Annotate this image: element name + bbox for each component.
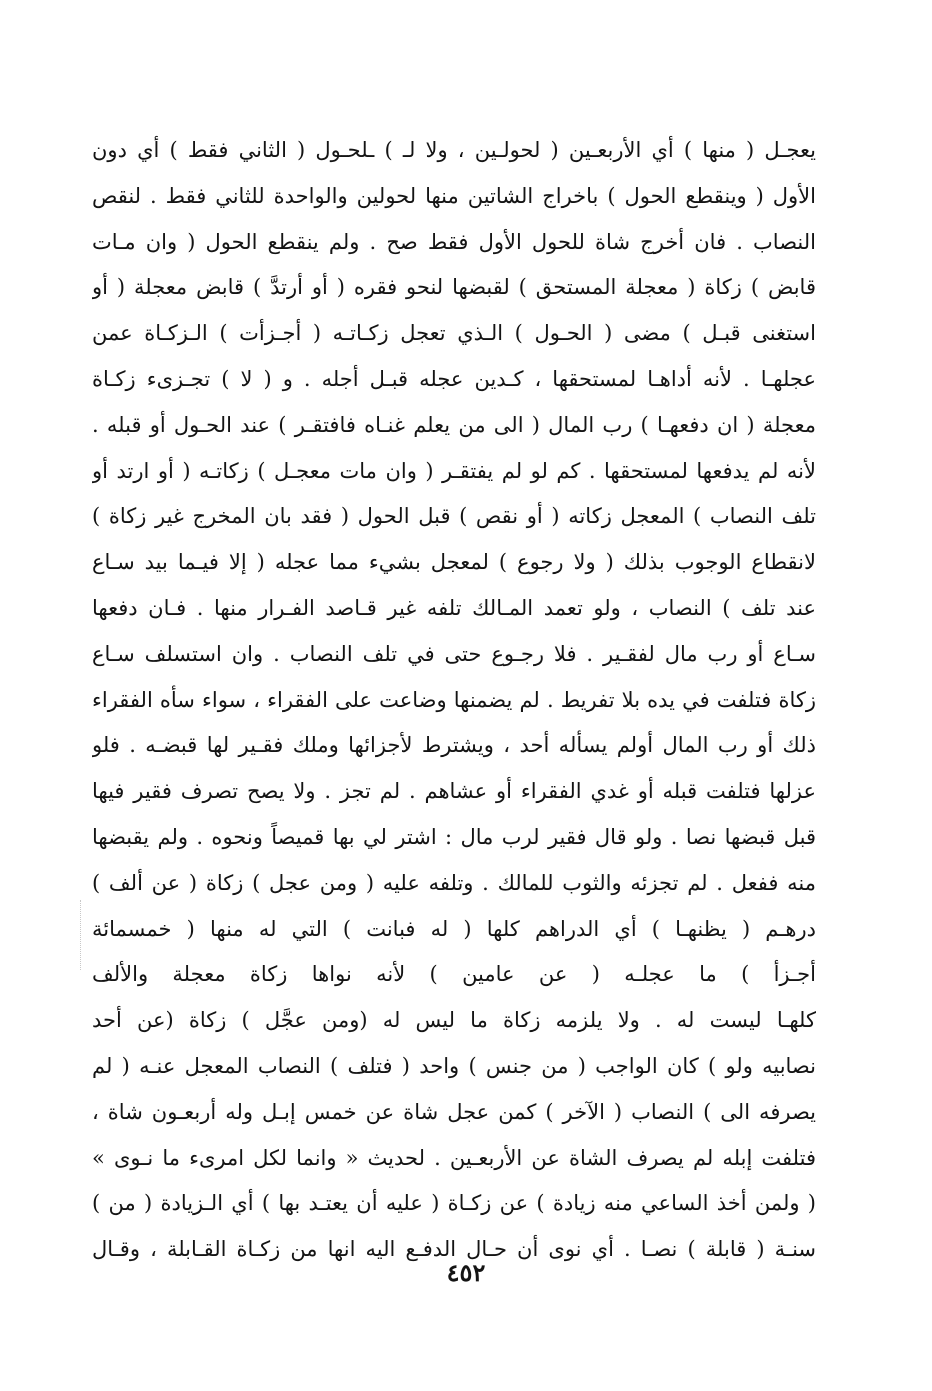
- text-line-16: قبل قبضها نصا . ولو قال فقير لرب مال : اشتر لي بها قميصاً ونحوه . ولم يقبضها: [92, 824, 816, 849]
- text-line-7: معجلة ( ان دفعهـا ) رب المال ( الى من يعلم غنـاه فافتقـر ) عند الحـول أو قبله .: [92, 412, 816, 437]
- text-line-2: الأول ( وينقطع الحول ) باخراج الشاتين منها لحولين والواحدة للثاني فقط . لنقص: [92, 183, 816, 208]
- text-line-12: سـاع أو رب مال لفقـير . فلا رجـوع حتى في تلف النصاب . وان استسلف سـاع: [92, 641, 816, 666]
- text-line-11: عند تلف ) النصاب ، ولو تعمد المـالك تلفه غير قـاصد الفـرار منها . فـان دفعها: [92, 595, 816, 620]
- text-line-21: نصابيه ولو ) كان الواجب ( من جنس ) واحد ( فتلف ) النصاب المعجل عنـه ( لم: [92, 1053, 816, 1078]
- text-line-3: النصاب . فان أخرج شاة للحول الأول فقط صح . ولم ينقطع الحول ( وان مـات: [92, 229, 816, 254]
- text-line-5: استغنى قبـل ) مضى ( الحـول ) الـذي تعجل زكـاتـه ( أجـزأت ) الـزكـاة عمن: [92, 321, 816, 346]
- text-line-1: يعجـل ( منها ) أي الأربعـين ( لحولـين ، ولا لـ ) ـلحـول ( الثاني فقط ) أي دون: [92, 138, 816, 162]
- text-line-9: تلف النصاب ) المعجل زكاته ( أو نقص ) قبل الحول ( فقد بان المخرج غير زكاة ): [92, 504, 816, 529]
- text-line-4: قابض ) زكاة ( معجلة المستحق ) لقبضها لنحو فقره ( أو أرتدَّ ) قابض معجلة ( أو: [92, 275, 816, 300]
- text-line-24: ( ولمن أخذ الساعي منه زيادة ) عن زكـاة ( عليه أن يعتـد بها ) أي الـزيادة ( من ): [92, 1191, 816, 1216]
- text-line-18: درهـم ( يظنهـا ) أي الدراهم كلها ( له فبانت ) التي له منها ( خمسمائة: [92, 916, 816, 941]
- text-line-19: أجـزأ ) ما عجلـه ( عن عامين ) لأنه نواها زكاة معجلة والألف: [92, 962, 816, 987]
- text-line-6: عجلهـا . لأنه أداهـا لمستحقها ، كـدين عجله قبـل أجله . و ( لا ) تجـزىء زكـاة: [92, 366, 816, 391]
- text-line-10: لانقطاع الوجوب بذلك ( ولا رجوع ) لمعجل بشيء مما عجله ( إلا فيـما بيد سـاع: [92, 550, 816, 575]
- text-line-22: يصرفه الى ) النصاب ( الآخر ) كمن عجل شاة عن خمس إبـل وله أربعـون شاة ،: [92, 1099, 816, 1124]
- margin-scan-mark: [80, 900, 83, 970]
- text-line-20: كلهـا ليست له . ولا يلزمه زكاة ما ليس له (ومن عجَّل ) زكاة (عن أحد: [92, 1008, 816, 1033]
- page-number: ٤٥٢: [446, 1258, 486, 1287]
- text-line-25: سنـة ( قابلة ) نصـا . أي نوى أن حـال الدفـع اليه انها من زكـاة القـابلة ، وقـال: [92, 1237, 816, 1262]
- text-line-8: لأنه لم يدفعها لمستحقها . كم لو لم يفتقـر ( وان مات معجـل ) زكاتـه ( أو ارتد أو: [92, 458, 816, 483]
- text-line-14: ذلك أو رب المال أولم يسأله أحد ، ويشترط لأجزائها وملك فقـير لها قبضـه . فلو: [92, 733, 816, 758]
- text-line-15: عزلها فتلفت قبله أو غدي الفقراء أو عشاهم . لم تجز . ولا يصح تصرف فقير فيها: [92, 779, 816, 804]
- text-line-23: فتلفت إبله لم يصرف الشاة عن الأربعـين . لحديث « وانما لكل امرىء ما نـوى »: [92, 1145, 816, 1170]
- body-text: [92, 128, 816, 1273]
- text-line-13: زكاة فتلفت في يده بلا تفريط . لم يضمنها وضاعت على الفقراء ، سواء سأه الفقراء: [92, 687, 816, 712]
- text-line-17: منه ففعل . لم تجزئه والثوب للمالك . وتلفه عليه ( ومن عجل ) زكاة ( عن ألف ): [92, 870, 816, 895]
